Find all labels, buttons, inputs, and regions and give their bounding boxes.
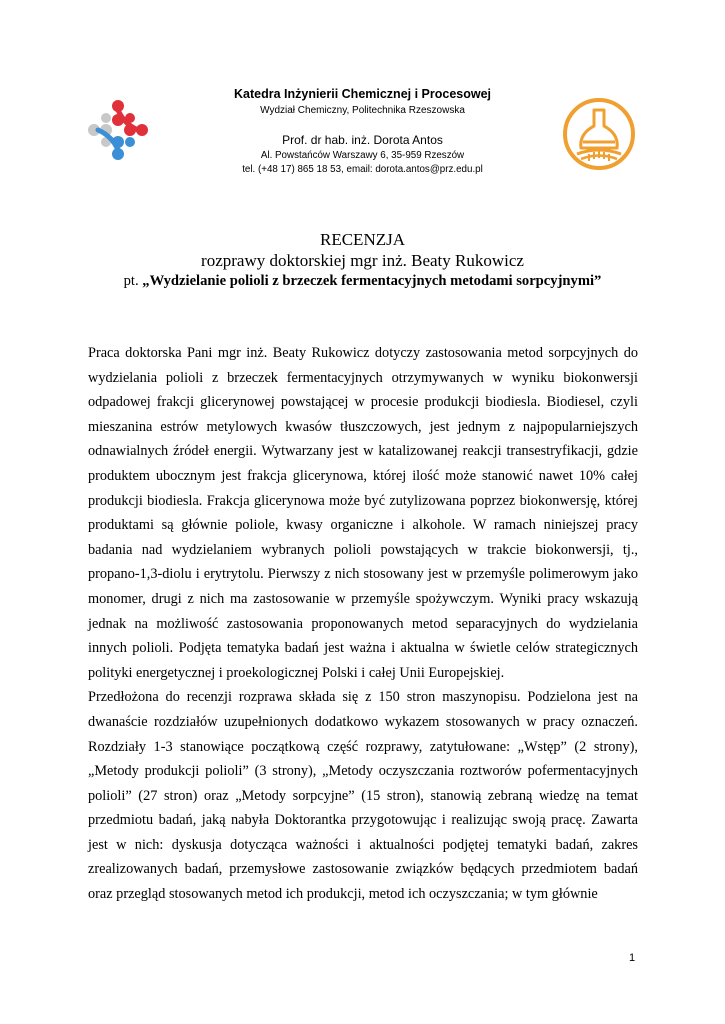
- review-body: [88, 341, 638, 907]
- title-review: RECENZJA: [320, 230, 405, 249]
- molecule-logo-icon: [84, 96, 152, 164]
- title-thesis-name: „Wydzielanie polioli z brzeczek fermentacyjnych metodami sorpcyjnymi”: [142, 273, 602, 289]
- body-paragraph: Praca doktorska Pani mgr inż. Beaty Rukowicz dotyczy zastosowania metod sorpcyjnych do wydzielania polioli z brzeczek fermentacyjnych otrzymywanych w wyniku biokonwersji odpadowej frakcji glicerynowej powstającej w procesie produkcji biodiesla. Biodiesel, czyli mieszanina estrów metylowych kwasów tłuszczowych, jest jednym z najpopularniejszych odnawialnych źródeł energii. Wytwarzany jest w katalizowanej reakcji transestryfikacji, gdzie produktem ubocznym jest frakcja glicerynowa, której ilość może stanowić nawet 10% całej produkcji biodiesla. Frakcja glicerynowa może być zutylizowana poprzez biokonwersję, której produktami są głównie poliole, kwasy organiczne i alkohole. W ramach niniejszej pracy badania nad wydzielaniem wybranych polioli powstających w trakcie biokonwersji, tj., propano-1,3-diolu i erytrytolu. Pierwszy z nich stosowany jest w przemyśle polimerowym jako monomer, drugi z nich ma zastosowanie w przemyśle spożywczym. Wyniki pracy wskazują jednak na możliwość zastosowania proponowanych metod separacyjnych do wydzielania innych polioli. Podjęta tematyka badań jest ważna i aktualna w świetle celów strategicznych polityki energetycznej i proekologicznej Polski i całej Unii Europejskiej.: [88, 345, 638, 681]
- title-thesis-prefix: pt.: [123, 273, 143, 289]
- faculty-name: Wydział Chemiczny, Politechnika Rzeszowska: [260, 105, 465, 116]
- letterhead: [150, 86, 575, 177]
- reviewer-address: Al. Powstańców Warszawy 6, 35-959 Rzeszów: [260, 150, 465, 161]
- document-title: [60, 229, 665, 291]
- reviewer-contact: tel. (+48 17) 865 18 53, email: dorota.antos@prz.edu.pl: [242, 164, 483, 175]
- department-name: Katedra Inżynierii Chemicznej i Procesowej: [233, 87, 492, 101]
- title-subject: rozprawy doktorskiej mgr inż. Beaty Rukowicz: [201, 251, 524, 270]
- body-paragraph: Przedłożona do recenzji rozprawa składa się z 150 stron maszynopisu. Podzielona jest na dwanaście rozdziałów uzupełnionych dodatkowo wykazem stosowanych w pracy oznaczeń. Rozdziały 1-3 stanowiące początkową część rozprawy, zatytułowane: „Wstęp” (2 strony), „Metody produkcji polioli” (3 strony), „Metody oczyszczania roztworów pofermentacyjnych polioli” (27 stron) oraz „Metody sorpcyjne” (15 stron), stanowią zebraną wiedzę na temat przedmiotu badań, jaką nabyła Doktorantka przygotowując i realizując swoją pracę. Zawarta jest w nich: dyskusja dotycząca ważności i aktualności podjętej tematyki badań, zakres zrealizowanych badań, przemysłowe zastosowanie związków będących przedmiotem badań oraz przegląd stosowanych metod ich produkcji, metod ich oczyszczania; w tym głównie: [88, 689, 638, 903]
- reviewer-name: Prof. dr hab. inż. Dorota Antos: [282, 133, 443, 147]
- title-thesis: [60, 271, 665, 291]
- page-number: 1: [629, 952, 636, 964]
